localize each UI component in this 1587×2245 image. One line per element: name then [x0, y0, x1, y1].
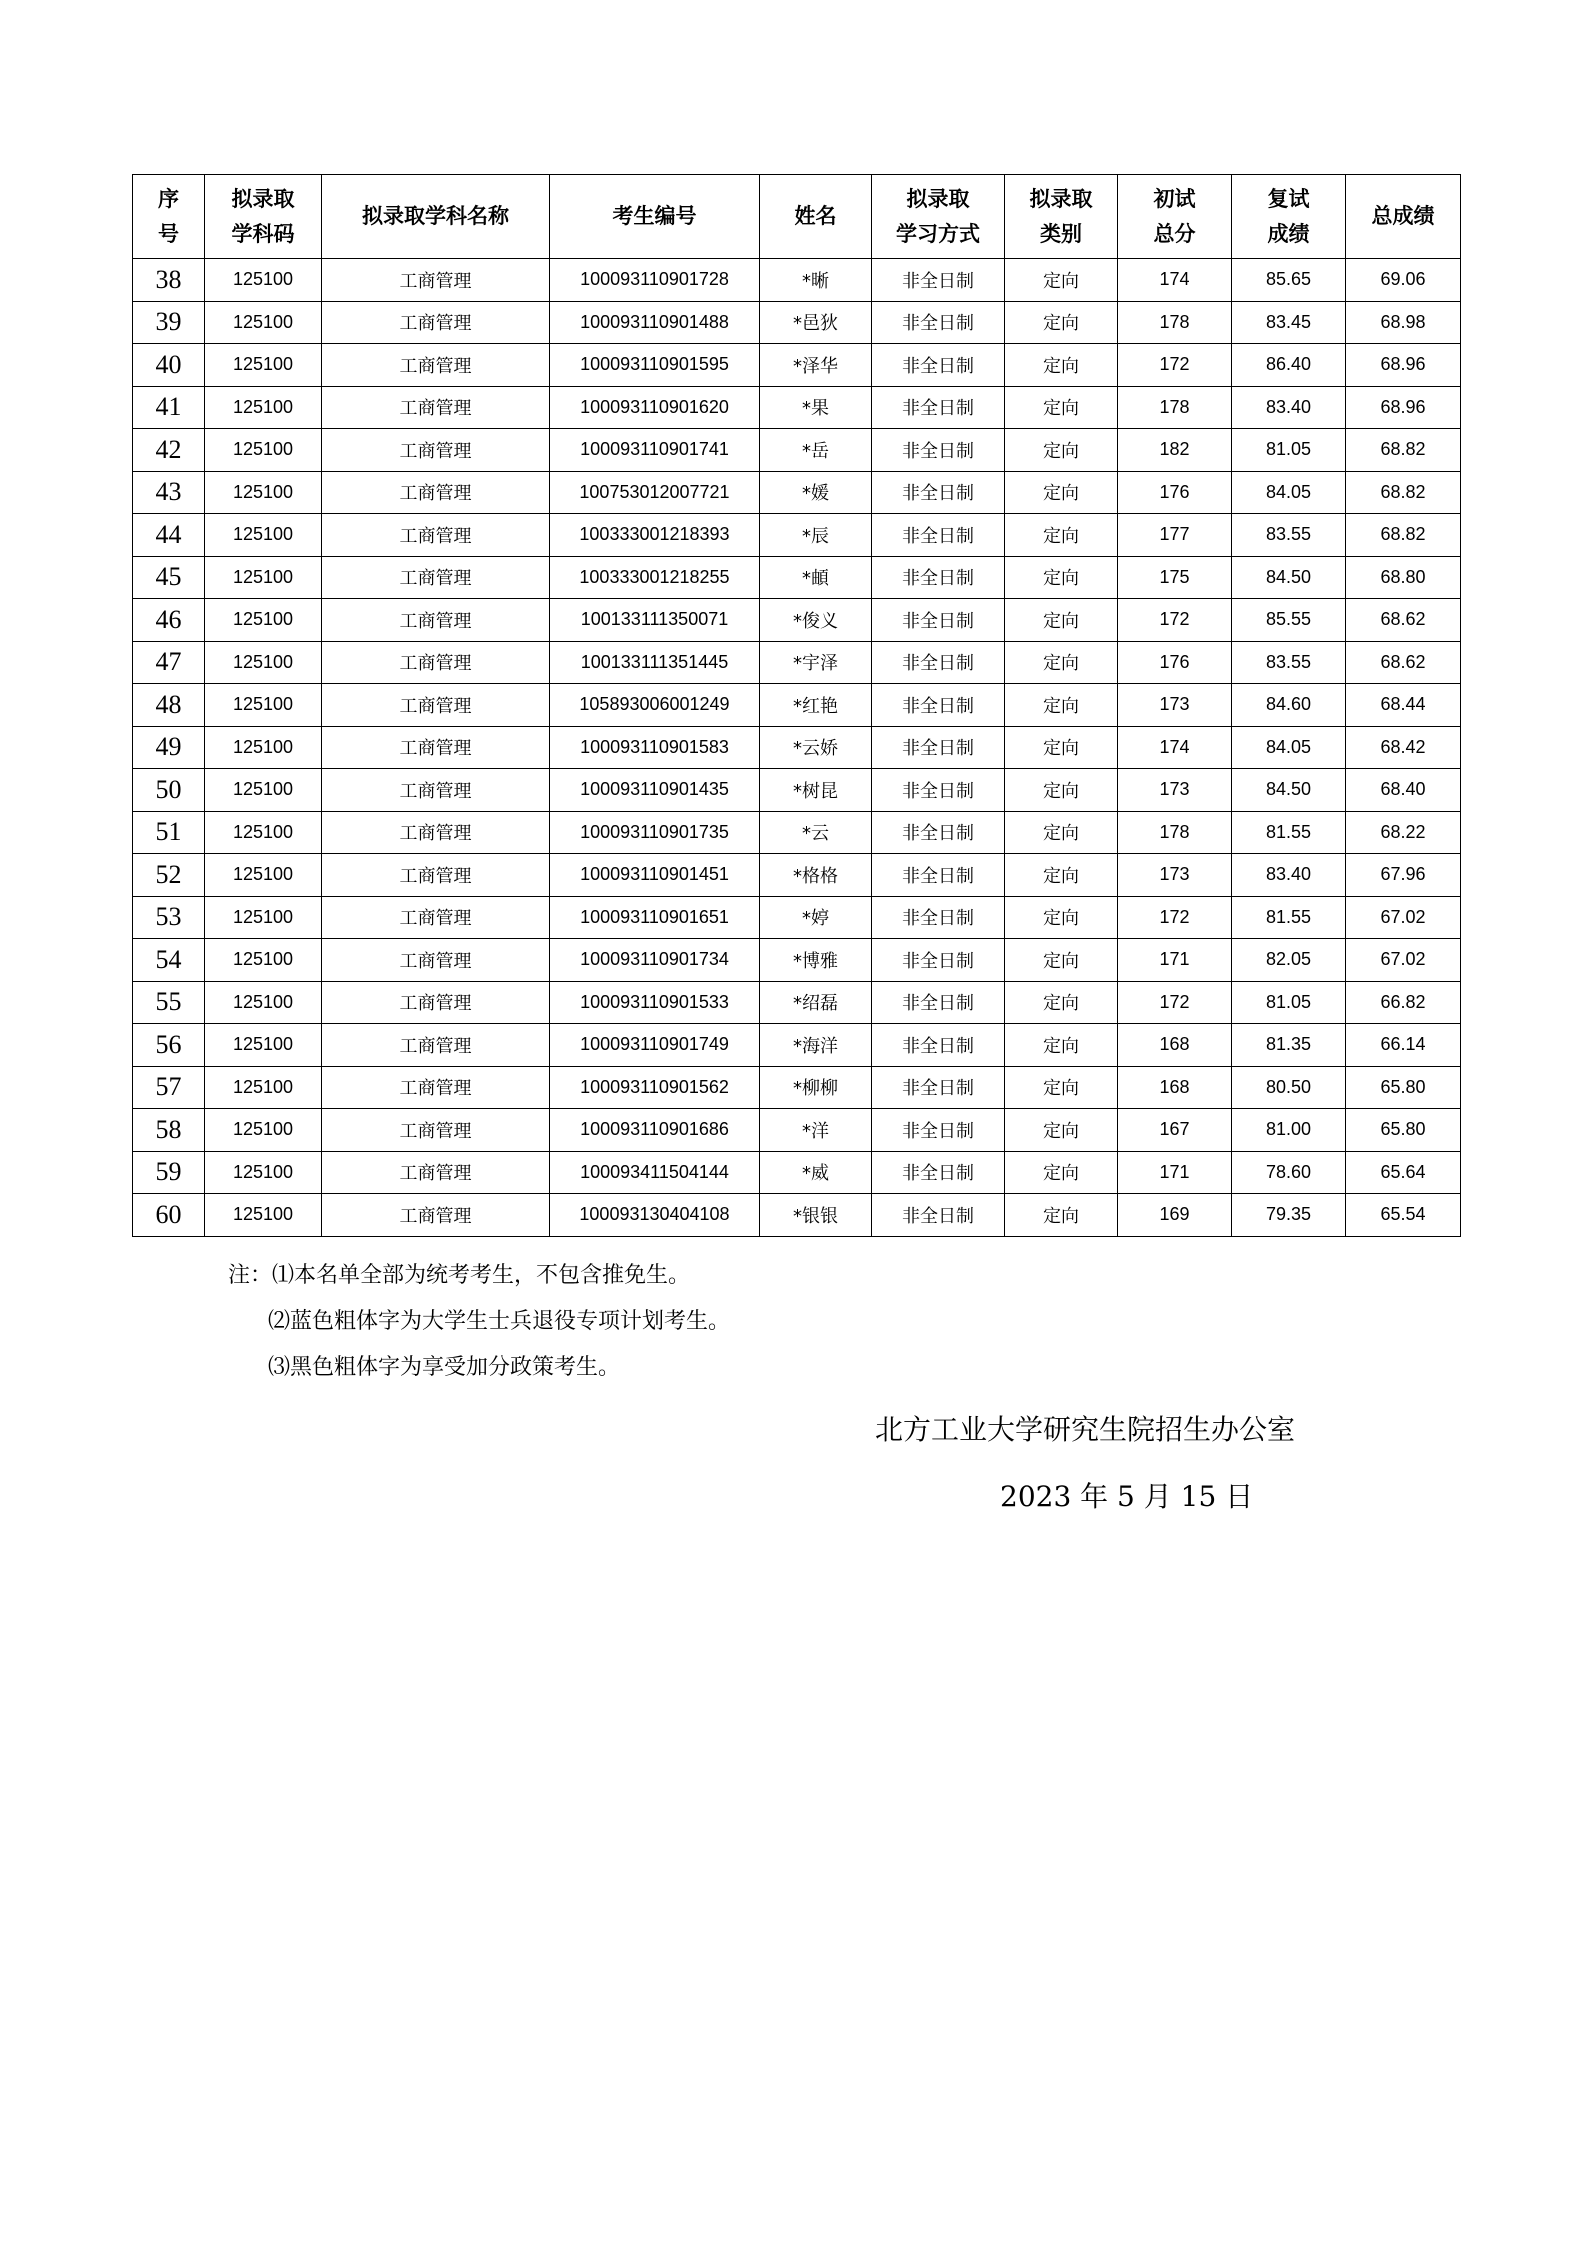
cell-retest-score: 81.05 — [1232, 981, 1346, 1024]
table-row — [133, 556, 1461, 599]
issue-date: 2023 年 5 月 15 日 — [1000, 1480, 1254, 1513]
cell-subject-name: 工商管理 — [322, 259, 550, 302]
header-text: 考生编号 — [612, 204, 697, 228]
cell-candidate-id: 100333001218393 — [550, 514, 760, 557]
cell-seq: 58 — [133, 1109, 205, 1152]
cell-retest-score: 85.65 — [1232, 259, 1346, 302]
header-text: 拟录取 — [1029, 186, 1093, 211]
cell-seq: 57 — [133, 1066, 205, 1109]
cell-candidate-id: 100093110901451 — [550, 854, 760, 897]
cell-subject-code: 125100 — [205, 1024, 322, 1067]
table-row — [133, 641, 1461, 684]
cell-seq: 59 — [133, 1151, 205, 1194]
header-text: 复试 — [1267, 186, 1310, 211]
cell-retest-score: 78.60 — [1232, 1151, 1346, 1194]
cell-study-mode: 非全日制 — [872, 641, 1005, 684]
cell-total-score: 68.62 — [1346, 599, 1461, 642]
cell-subject-name: 工商管理 — [322, 386, 550, 429]
cell-total-score: 65.80 — [1346, 1066, 1461, 1109]
cell-subject-name: 工商管理 — [322, 429, 550, 472]
cell-seq: 55 — [133, 981, 205, 1024]
cell-subject-code: 125100 — [205, 599, 322, 642]
cell-candidate-id: 100133111350071 — [550, 599, 760, 642]
header-text: 拟录取学科名称 — [362, 204, 509, 228]
cell-seq: 45 — [133, 556, 205, 599]
cell-retest-score: 81.55 — [1232, 896, 1346, 939]
header-text: 成绩 — [1267, 221, 1310, 246]
header-text: 学科码 — [231, 221, 295, 246]
cell-name: *柳柳 — [760, 1066, 872, 1109]
cell-prelim-total: 176 — [1118, 471, 1232, 514]
cell-retest-score: 84.05 — [1232, 471, 1346, 514]
cell-category: 定向 — [1005, 301, 1118, 344]
cell-name: *邑狄 — [760, 301, 872, 344]
cell-category: 定向 — [1005, 471, 1118, 514]
cell-candidate-id: 100093110901488 — [550, 301, 760, 344]
cell-seq: 48 — [133, 684, 205, 727]
cell-candidate-id: 100133111351445 — [550, 641, 760, 684]
cell-prelim-total: 174 — [1118, 726, 1232, 769]
cell-subject-name: 工商管理 — [322, 599, 550, 642]
header-col-retest-score — [1232, 175, 1346, 259]
notes — [228, 1253, 730, 1391]
cell-total-score: 68.96 — [1346, 386, 1461, 429]
header-text: 序 — [158, 186, 179, 211]
cell-retest-score: 81.00 — [1232, 1109, 1346, 1152]
cell-total-score: 66.82 — [1346, 981, 1461, 1024]
cell-candidate-id: 100093110901562 — [550, 1066, 760, 1109]
table-row — [133, 1109, 1461, 1152]
cell-prelim-total: 172 — [1118, 981, 1232, 1024]
table-row — [133, 896, 1461, 939]
cell-study-mode: 非全日制 — [872, 344, 1005, 387]
cell-retest-score: 86.40 — [1232, 344, 1346, 387]
cell-retest-score: 83.40 — [1232, 854, 1346, 897]
table-row — [133, 726, 1461, 769]
cell-total-score: 65.64 — [1346, 1151, 1461, 1194]
cell-seq: 46 — [133, 599, 205, 642]
cell-prelim-total: 171 — [1118, 1151, 1232, 1194]
cell-total-score: 67.96 — [1346, 854, 1461, 897]
cell-name: *红艳 — [760, 684, 872, 727]
table-row — [133, 386, 1461, 429]
cell-name: *宇泽 — [760, 641, 872, 684]
cell-prelim-total: 171 — [1118, 939, 1232, 982]
cell-subject-code: 125100 — [205, 259, 322, 302]
table-row — [133, 1151, 1461, 1194]
cell-retest-score: 85.55 — [1232, 599, 1346, 642]
cell-study-mode: 非全日制 — [872, 896, 1005, 939]
cell-seq: 52 — [133, 854, 205, 897]
cell-candidate-id: 100093110901620 — [550, 386, 760, 429]
cell-study-mode: 非全日制 — [872, 259, 1005, 302]
cell-candidate-id: 100093110901435 — [550, 769, 760, 812]
cell-name: *银银 — [760, 1194, 872, 1237]
cell-study-mode: 非全日制 — [872, 386, 1005, 429]
cell-total-score: 67.02 — [1346, 896, 1461, 939]
cell-study-mode: 非全日制 — [872, 1151, 1005, 1194]
cell-subject-name: 工商管理 — [322, 1066, 550, 1109]
cell-name: *辰 — [760, 514, 872, 557]
cell-subject-code: 125100 — [205, 726, 322, 769]
cell-seq: 54 — [133, 939, 205, 982]
cell-subject-name: 工商管理 — [322, 344, 550, 387]
cell-category: 定向 — [1005, 1151, 1118, 1194]
cell-name: *晰 — [760, 259, 872, 302]
cell-category: 定向 — [1005, 726, 1118, 769]
cell-total-score: 68.98 — [1346, 301, 1461, 344]
cell-retest-score: 81.35 — [1232, 1024, 1346, 1067]
cell-prelim-total: 177 — [1118, 514, 1232, 557]
cell-study-mode: 非全日制 — [872, 939, 1005, 982]
cell-prelim-total: 168 — [1118, 1066, 1232, 1109]
admission-table — [132, 174, 1461, 1237]
cell-subject-name: 工商管理 — [322, 514, 550, 557]
cell-subject-code: 125100 — [205, 471, 322, 514]
cell-candidate-id: 100093110901741 — [550, 429, 760, 472]
cell-category: 定向 — [1005, 556, 1118, 599]
cell-total-score: 68.44 — [1346, 684, 1461, 727]
cell-total-score: 68.62 — [1346, 641, 1461, 684]
cell-subject-name: 工商管理 — [322, 1151, 550, 1194]
table-row — [133, 514, 1461, 557]
cell-seq: 38 — [133, 259, 205, 302]
cell-retest-score: 79.35 — [1232, 1194, 1346, 1237]
header-text: 姓名 — [794, 204, 837, 228]
cell-name: *頔 — [760, 556, 872, 599]
cell-name: *果 — [760, 386, 872, 429]
cell-name: *泽华 — [760, 344, 872, 387]
cell-category: 定向 — [1005, 599, 1118, 642]
cell-retest-score: 83.55 — [1232, 641, 1346, 684]
cell-retest-score: 84.60 — [1232, 684, 1346, 727]
cell-subject-name: 工商管理 — [322, 769, 550, 812]
cell-study-mode: 非全日制 — [872, 301, 1005, 344]
cell-subject-name: 工商管理 — [322, 854, 550, 897]
cell-category: 定向 — [1005, 1024, 1118, 1067]
cell-candidate-id: 100093110901651 — [550, 896, 760, 939]
cell-subject-name: 工商管理 — [322, 556, 550, 599]
cell-category: 定向 — [1005, 1194, 1118, 1237]
cell-category: 定向 — [1005, 429, 1118, 472]
cell-seq: 41 — [133, 386, 205, 429]
cell-study-mode: 非全日制 — [872, 1109, 1005, 1152]
header-text: 学习方式 — [896, 221, 980, 246]
admission-list-page — [132, 174, 1460, 1237]
cell-name: *俊义 — [760, 599, 872, 642]
table-row — [133, 301, 1461, 344]
table-row — [133, 769, 1461, 812]
cell-retest-score: 84.50 — [1232, 769, 1346, 812]
header-text: 总成绩 — [1371, 204, 1435, 228]
cell-candidate-id: 100093110901583 — [550, 726, 760, 769]
cell-subject-code: 125100 — [205, 769, 322, 812]
cell-total-score: 68.80 — [1346, 556, 1461, 599]
cell-retest-score: 83.45 — [1232, 301, 1346, 344]
cell-retest-score: 82.05 — [1232, 939, 1346, 982]
cell-subject-code: 125100 — [205, 896, 322, 939]
cell-seq: 53 — [133, 896, 205, 939]
cell-study-mode: 非全日制 — [872, 556, 1005, 599]
cell-candidate-id: 105893006001249 — [550, 684, 760, 727]
header-col-name — [760, 175, 872, 259]
header-text: 总分 — [1153, 221, 1196, 246]
cell-name: *岳 — [760, 429, 872, 472]
cell-name: *云 — [760, 811, 872, 854]
cell-subject-name: 工商管理 — [322, 471, 550, 514]
cell-subject-name: 工商管理 — [322, 811, 550, 854]
cell-name: *云娇 — [760, 726, 872, 769]
cell-category: 定向 — [1005, 896, 1118, 939]
cell-subject-code: 125100 — [205, 344, 322, 387]
cell-prelim-total: 168 — [1118, 1024, 1232, 1067]
cell-retest-score: 84.05 — [1232, 726, 1346, 769]
cell-retest-score: 83.55 — [1232, 514, 1346, 557]
cell-study-mode: 非全日制 — [872, 429, 1005, 472]
cell-subject-name: 工商管理 — [322, 939, 550, 982]
cell-subject-name: 工商管理 — [322, 1024, 550, 1067]
cell-prelim-total: 175 — [1118, 556, 1232, 599]
table-row — [133, 939, 1461, 982]
cell-prelim-total: 173 — [1118, 684, 1232, 727]
table-row — [133, 854, 1461, 897]
cell-subject-code: 125100 — [205, 429, 322, 472]
cell-study-mode: 非全日制 — [872, 1194, 1005, 1237]
cell-category: 定向 — [1005, 684, 1118, 727]
cell-subject-code: 125100 — [205, 854, 322, 897]
cell-candidate-id: 100093130404108 — [550, 1194, 760, 1237]
cell-subject-name: 工商管理 — [322, 1109, 550, 1152]
cell-seq: 60 — [133, 1194, 205, 1237]
cell-study-mode: 非全日制 — [872, 1024, 1005, 1067]
cell-subject-name: 工商管理 — [322, 1194, 550, 1237]
cell-study-mode: 非全日制 — [872, 981, 1005, 1024]
table-row — [133, 1024, 1461, 1067]
header-col-subject-name — [322, 175, 550, 259]
cell-category: 定向 — [1005, 981, 1118, 1024]
cell-seq: 43 — [133, 471, 205, 514]
cell-seq: 47 — [133, 641, 205, 684]
issuing-office: 北方工业大学研究生院招生办公室 — [875, 1413, 1296, 1446]
cell-category: 定向 — [1005, 386, 1118, 429]
cell-prelim-total: 176 — [1118, 641, 1232, 684]
cell-total-score: 65.80 — [1346, 1109, 1461, 1152]
cell-candidate-id: 100093110901686 — [550, 1109, 760, 1152]
cell-name: *婷 — [760, 896, 872, 939]
header-col-candidate-id — [550, 175, 760, 259]
cell-subject-name: 工商管理 — [322, 896, 550, 939]
cell-study-mode: 非全日制 — [872, 514, 1005, 557]
table-row — [133, 429, 1461, 472]
table-row — [133, 599, 1461, 642]
cell-seq: 39 — [133, 301, 205, 344]
header-col-seq — [133, 175, 205, 259]
cell-name: *树昆 — [760, 769, 872, 812]
note-2: ⑵蓝色粗体字为大学生士兵退役专项计划考生。 — [268, 1309, 731, 1334]
cell-subject-name: 工商管理 — [322, 684, 550, 727]
cell-category: 定向 — [1005, 769, 1118, 812]
cell-subject-name: 工商管理 — [322, 726, 550, 769]
table-row — [133, 471, 1461, 514]
cell-retest-score: 81.55 — [1232, 811, 1346, 854]
cell-subject-code: 125100 — [205, 684, 322, 727]
cell-study-mode: 非全日制 — [872, 1066, 1005, 1109]
cell-category: 定向 — [1005, 854, 1118, 897]
cell-total-score: 69.06 — [1346, 259, 1461, 302]
cell-total-score: 68.82 — [1346, 471, 1461, 514]
cell-total-score: 68.42 — [1346, 726, 1461, 769]
cell-subject-code: 125100 — [205, 811, 322, 854]
cell-category: 定向 — [1005, 811, 1118, 854]
cell-seq: 56 — [133, 1024, 205, 1067]
cell-prelim-total: 169 — [1118, 1194, 1232, 1237]
table-row — [133, 981, 1461, 1024]
cell-category: 定向 — [1005, 259, 1118, 302]
cell-name: *洋 — [760, 1109, 872, 1152]
cell-name: *格格 — [760, 854, 872, 897]
cell-category: 定向 — [1005, 1066, 1118, 1109]
header-col-study-mode — [872, 175, 1005, 259]
table-row — [133, 344, 1461, 387]
cell-prelim-total: 172 — [1118, 344, 1232, 387]
cell-seq: 44 — [133, 514, 205, 557]
cell-subject-name: 工商管理 — [322, 641, 550, 684]
cell-candidate-id: 100093110901595 — [550, 344, 760, 387]
table-body — [133, 259, 1461, 1237]
cell-total-score: 68.96 — [1346, 344, 1461, 387]
cell-subject-code: 125100 — [205, 1109, 322, 1152]
table-row — [133, 259, 1461, 302]
cell-candidate-id: 100093110901728 — [550, 259, 760, 302]
note-3: ⑶黑色粗体字为享受加分政策考生。 — [268, 1355, 621, 1380]
cell-prelim-total: 174 — [1118, 259, 1232, 302]
cell-seq: 50 — [133, 769, 205, 812]
cell-subject-code: 125100 — [205, 981, 322, 1024]
cell-total-score: 67.02 — [1346, 939, 1461, 982]
cell-prelim-total: 167 — [1118, 1109, 1232, 1152]
cell-candidate-id: 100093411504144 — [550, 1151, 760, 1194]
table-row — [133, 1066, 1461, 1109]
cell-retest-score: 83.40 — [1232, 386, 1346, 429]
cell-total-score: 68.82 — [1346, 429, 1461, 472]
cell-subject-code: 125100 — [205, 641, 322, 684]
header-text: 拟录取 — [906, 186, 970, 211]
cell-subject-code: 125100 — [205, 1151, 322, 1194]
cell-candidate-id: 100333001218255 — [550, 556, 760, 599]
cell-seq: 49 — [133, 726, 205, 769]
cell-prelim-total: 173 — [1118, 854, 1232, 897]
cell-subject-name: 工商管理 — [322, 981, 550, 1024]
cell-candidate-id: 100093110901735 — [550, 811, 760, 854]
cell-category: 定向 — [1005, 641, 1118, 684]
cell-subject-code: 125100 — [205, 556, 322, 599]
cell-prelim-total: 178 — [1118, 811, 1232, 854]
cell-subject-code: 125100 — [205, 1194, 322, 1237]
header-text: 类别 — [1040, 221, 1082, 246]
cell-prelim-total: 172 — [1118, 896, 1232, 939]
cell-candidate-id: 100093110901533 — [550, 981, 760, 1024]
cell-total-score: 68.40 — [1346, 769, 1461, 812]
cell-prelim-total: 172 — [1118, 599, 1232, 642]
cell-study-mode: 非全日制 — [872, 726, 1005, 769]
cell-total-score: 68.82 — [1346, 514, 1461, 557]
header-row — [133, 175, 1461, 259]
table-row — [133, 811, 1461, 854]
header-col-subject-code — [205, 175, 322, 259]
note-1: 注：⑴本名单全部为统考考生，不包含推免生。 — [228, 1263, 691, 1288]
cell-seq: 51 — [133, 811, 205, 854]
cell-retest-score: 80.50 — [1232, 1066, 1346, 1109]
cell-study-mode: 非全日制 — [872, 599, 1005, 642]
cell-study-mode: 非全日制 — [872, 684, 1005, 727]
cell-subject-code: 125100 — [205, 1066, 322, 1109]
header-col-total-score — [1346, 175, 1461, 259]
cell-study-mode: 非全日制 — [872, 811, 1005, 854]
cell-retest-score: 84.50 — [1232, 556, 1346, 599]
cell-retest-score: 81.05 — [1232, 429, 1346, 472]
cell-category: 定向 — [1005, 344, 1118, 387]
header-text: 拟录取 — [231, 186, 295, 211]
cell-name: *威 — [760, 1151, 872, 1194]
header-col-category — [1005, 175, 1118, 259]
cell-total-score: 66.14 — [1346, 1024, 1461, 1067]
cell-seq: 40 — [133, 344, 205, 387]
table-row — [133, 684, 1461, 727]
cell-prelim-total: 178 — [1118, 301, 1232, 344]
cell-prelim-total: 178 — [1118, 386, 1232, 429]
cell-category: 定向 — [1005, 939, 1118, 982]
cell-category: 定向 — [1005, 1109, 1118, 1152]
cell-category: 定向 — [1005, 514, 1118, 557]
cell-subject-code: 125100 — [205, 939, 322, 982]
cell-study-mode: 非全日制 — [872, 471, 1005, 514]
cell-name: *海洋 — [760, 1024, 872, 1067]
cell-study-mode: 非全日制 — [872, 854, 1005, 897]
cell-total-score: 65.54 — [1346, 1194, 1461, 1237]
cell-candidate-id: 100093110901749 — [550, 1024, 760, 1067]
header-col-prelim-total — [1118, 175, 1232, 259]
cell-prelim-total: 173 — [1118, 769, 1232, 812]
cell-subject-code: 125100 — [205, 386, 322, 429]
header-text: 号 — [158, 221, 179, 246]
table-row — [133, 1194, 1461, 1237]
cell-subject-code: 125100 — [205, 301, 322, 344]
cell-prelim-total: 182 — [1118, 429, 1232, 472]
cell-subject-name: 工商管理 — [322, 301, 550, 344]
cell-seq: 42 — [133, 429, 205, 472]
cell-candidate-id: 100093110901734 — [550, 939, 760, 982]
header-text: 初试 — [1153, 186, 1196, 211]
cell-name: *博雅 — [760, 939, 872, 982]
cell-candidate-id: 100753012007721 — [550, 471, 760, 514]
cell-name: *媛 — [760, 471, 872, 514]
cell-subject-code: 125100 — [205, 514, 322, 557]
cell-total-score: 68.22 — [1346, 811, 1461, 854]
table-header — [133, 175, 1461, 259]
cell-study-mode: 非全日制 — [872, 769, 1005, 812]
cell-name: *绍磊 — [760, 981, 872, 1024]
